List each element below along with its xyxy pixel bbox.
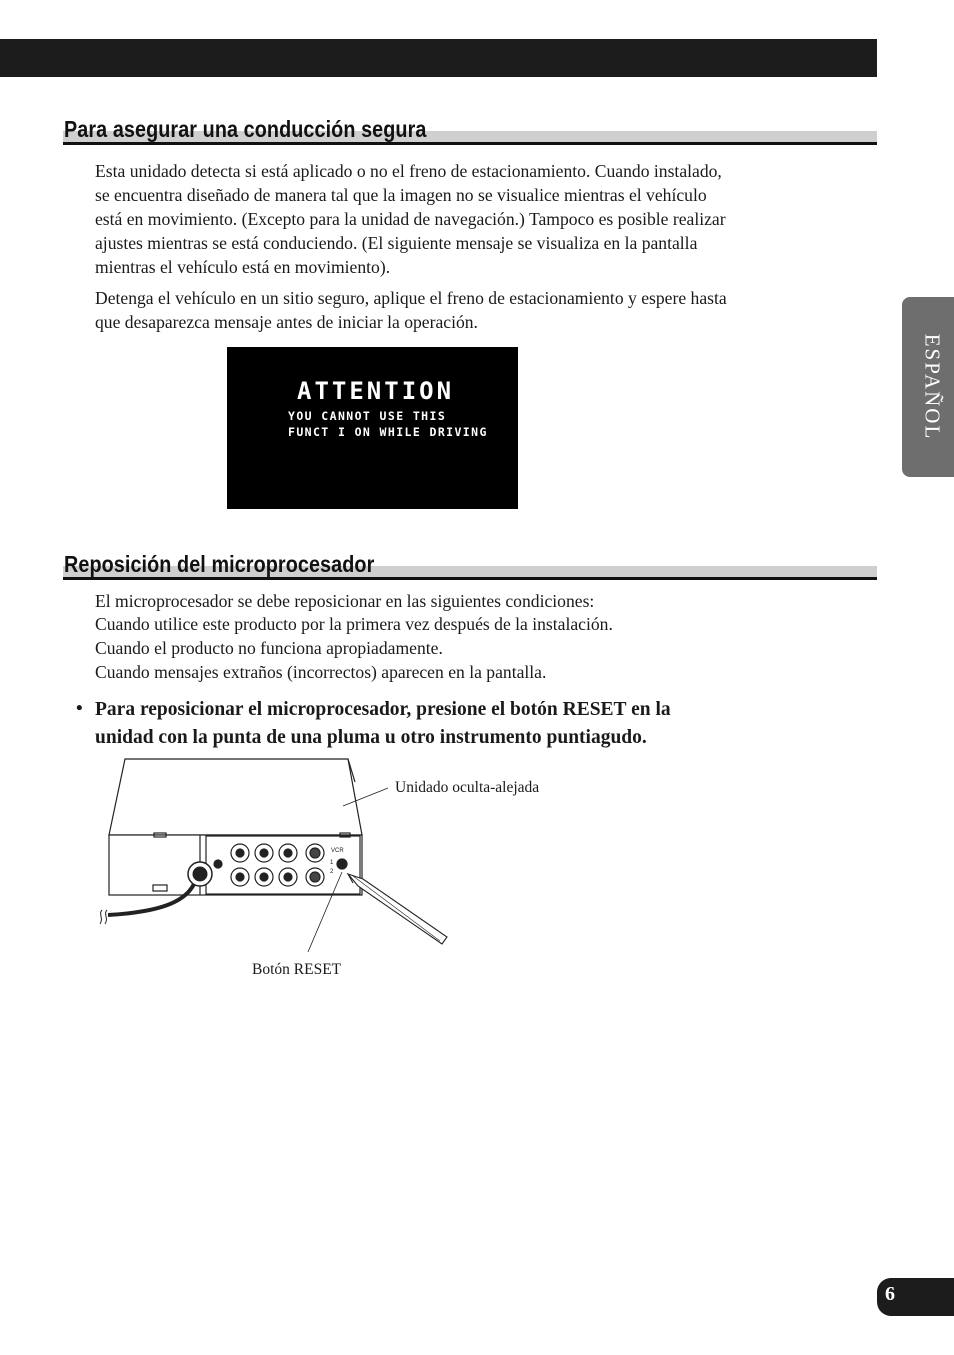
bullet-icon: • xyxy=(76,698,83,719)
section-heading-microprocessor-reset xyxy=(63,551,877,578)
panel-label-1: 1 xyxy=(330,860,334,866)
panel-label-vcr: VCR xyxy=(331,848,344,854)
text-line: que desaparezca mensaje antes de iniciar la operación. xyxy=(95,312,478,332)
section-title: Para asegurar una conducción segura xyxy=(64,116,427,142)
text-line: se encuentra diseñado de manera tal que la imagen no se visualice mientras el vehículo xyxy=(95,185,707,205)
reset-instruction xyxy=(95,696,815,752)
instruction-line: unidad con la punta de una pluma u otro instrumento puntiagudo. xyxy=(95,727,647,748)
text-line: mientras el vehículo está en movimiento). xyxy=(95,257,391,277)
text-line: Cuando mensajes extraños (incorrectos) aparecen en la pantalla. xyxy=(95,662,547,682)
page-number: 6 xyxy=(885,1283,895,1305)
section-heading-safe-driving xyxy=(63,116,877,143)
header-bar xyxy=(0,39,877,77)
attention-line-1: YOU CANNOT USE THIS xyxy=(288,409,447,423)
text-line: El microprocesador se debe reposicionar en las siguientes condiciones: xyxy=(95,591,595,611)
text-line: Esta unidado detecta si está aplicado o no el freno de estacionamiento. Cuando instalado, xyxy=(95,161,722,181)
text-line: Cuando el producto no funciona apropiadamente. xyxy=(95,638,443,658)
callout-hideaway-unit: Unidado oculta-alejada xyxy=(395,779,540,796)
language-tab-label: ESPAÑOL xyxy=(920,333,945,441)
text-line: Cuando utilice este producto por la primera vez después de la instalación. xyxy=(95,614,613,634)
attention-screen-image xyxy=(227,347,518,509)
panel-label-2: 2 xyxy=(330,869,334,875)
instruction-line: Para reposicionar el microprocesador, presione el botón RESET en la xyxy=(95,699,671,720)
text-line: Detenga el vehículo en un sitio seguro, aplique el freno de estacionamiento y espere hasta xyxy=(95,288,727,308)
page-number-badge xyxy=(877,1278,954,1316)
language-tab xyxy=(902,297,954,477)
attention-title: ATTENTION xyxy=(297,377,455,405)
text-line: está en movimiento. (Excepto para la unidad de navegación.) Tampoco es posible realizar xyxy=(95,209,726,229)
text-line: ajustes mientras se está conduciendo. (El siguiente mensaje se visualiza en la pantalla xyxy=(95,233,698,253)
callout-reset-button: Botón RESET xyxy=(252,961,342,978)
section-title: Reposición del microprocesador xyxy=(64,551,375,577)
attention-line-2: FUNCT I ON WHILE DRIVING xyxy=(288,425,488,439)
